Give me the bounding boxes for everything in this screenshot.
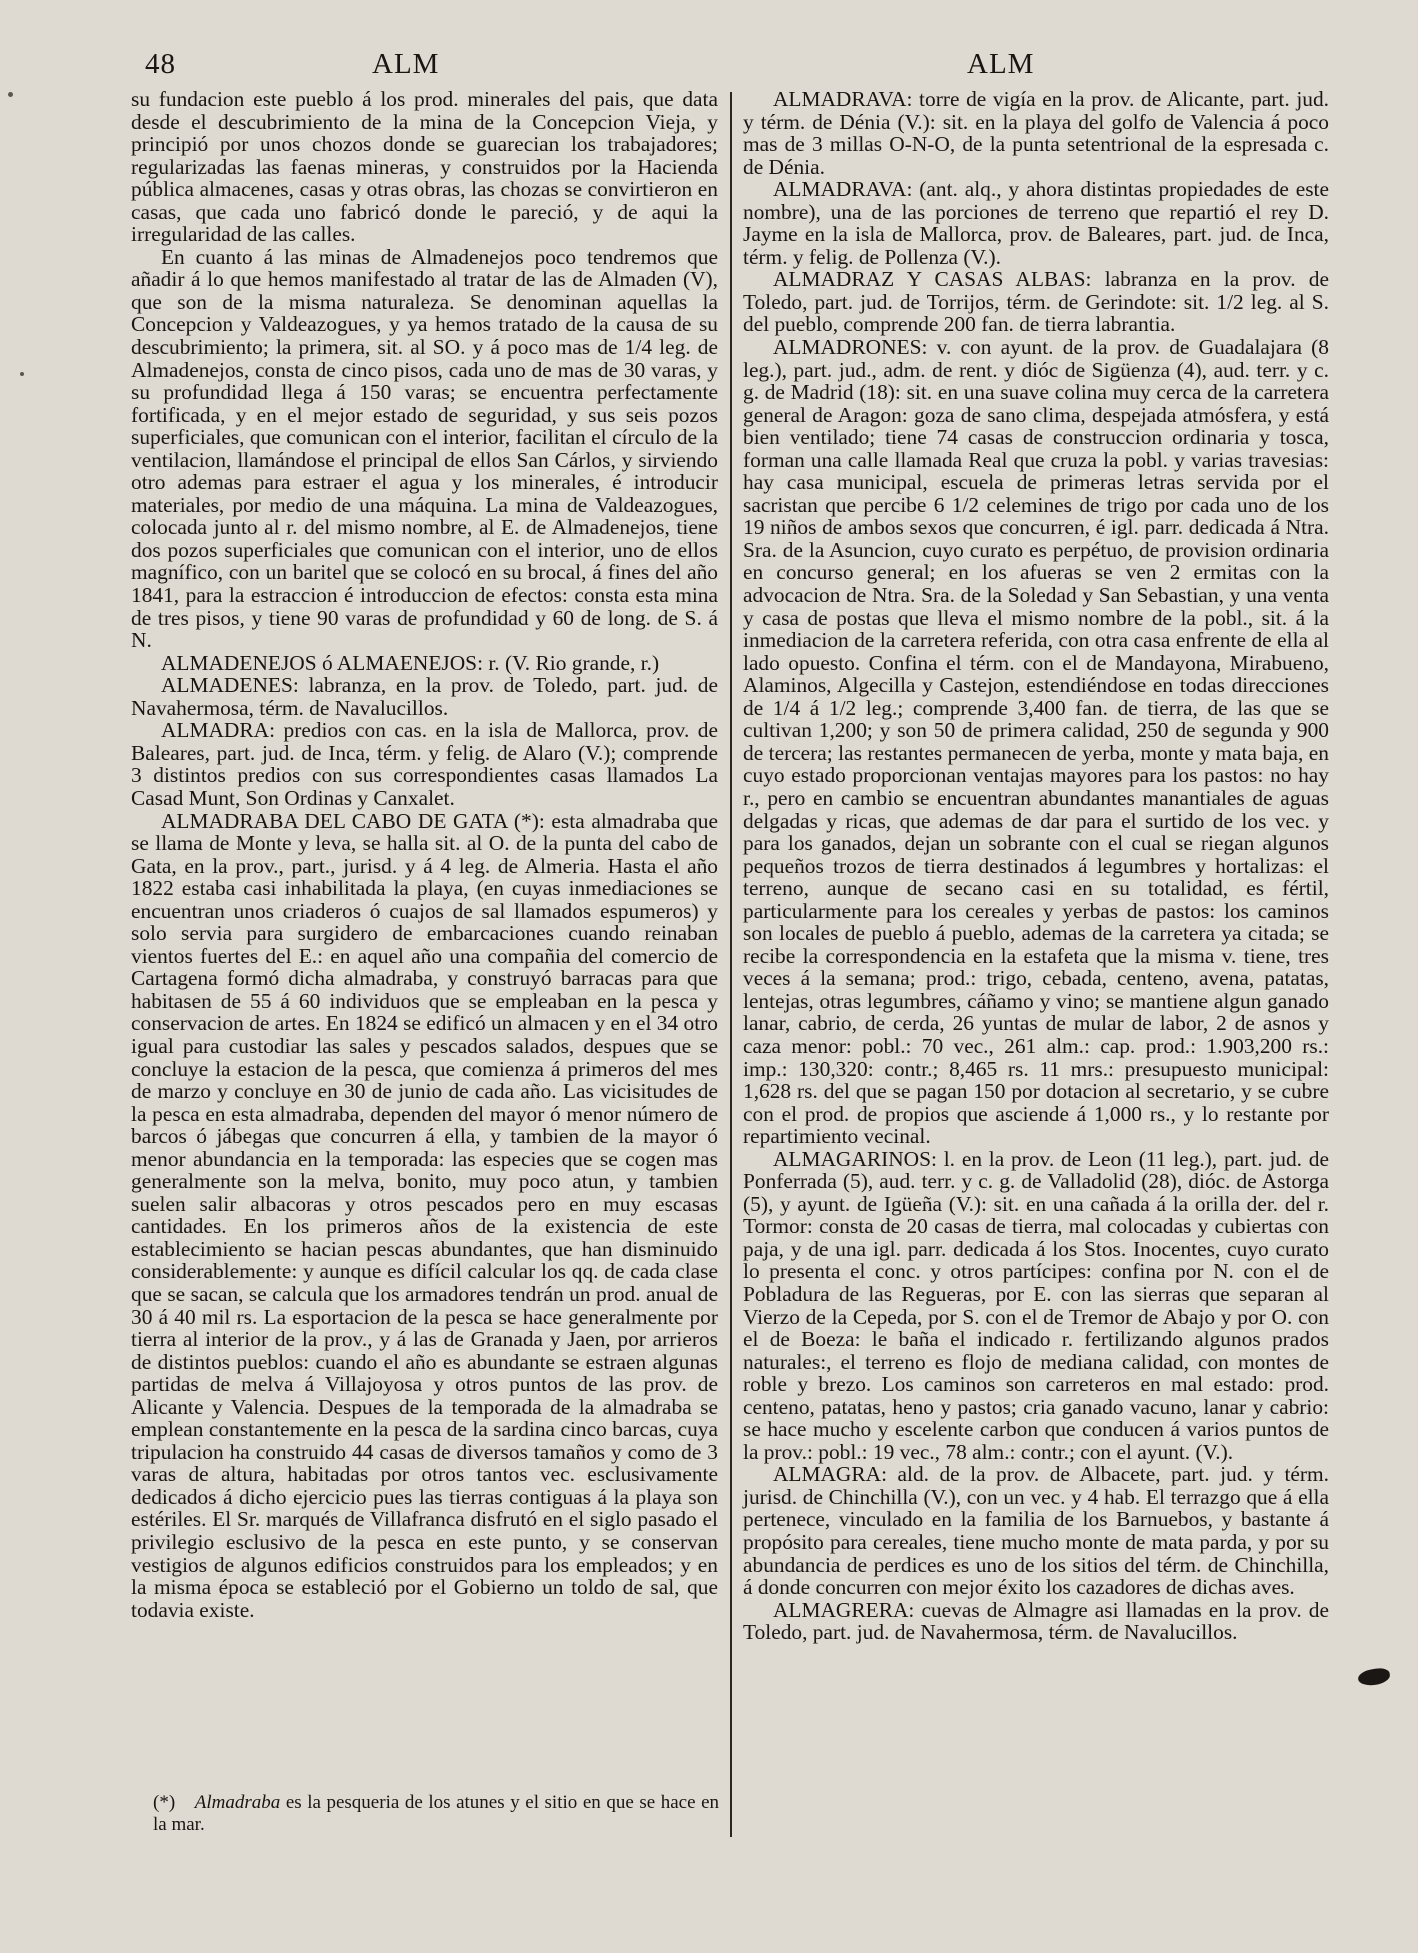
right-running-title: ALM: [967, 48, 1035, 80]
entry-almagarinos: ALMAGARINOS: l. en la prov. de Leon (11 leg.), part. jud. de Ponferrada (5), aud. terr. y c. g. de Valladolid (28), dióc. de Astorga (5), y ayunt. de Igüeña (V.): sit. en una cañada á la orilla der. del r. Tormor: consta de 20 casas de tierra, mal colocadas y cubiertas con paja, y de una igl. parr. dedicada á los Stos. Inocentes, cuyo curato lo presenta el conc. y otros partícipes: confina por N. con el de Pobladura de las Regueras, por E. con las sierras que separan al Vierzo de la Cepeda, por S. con el de Tremor de Abajo y por O. con el de Boeza: le baña el indicado r. fertilizando algunos prados naturales:, el terreno es flojo de mediana calidad, con montes de roble y brezo. Los caminos son carreteros en mal estado: prod. centeno, patatas, heno y pastos; cria ganado vacuno, lanar y cabrio: se hace mucho y escelente carbon que conducen á varios puntos de la prov.: pobl.: 19 vec., 78 alm.: contr.; con el ayunt. (V.).: [743, 1146, 1329, 1464]
entry-almadrava-alq: ALMADRAVA: (ant. alq., y ahora distintas propiedades de este nombre), una de las porciones de terreno que repartió el rey D. Jayme en la isla de Mallorca, prov. de Baleares, part. jud. de Inca, térm. y felig. de Pollenza (V.).: [743, 177, 1329, 269]
paragraph: En cuanto á las minas de Almadenejos poco tendremos que añadir á lo que hemos manifestado al tratar de las de Almaden (V), que son de la misma naturaleza. Se denominan aquellas la Concepcion y Valdeazogues, y ya hemos tratado de la causa de su descubrimiento; la primera, sit. al SO. y á poco mas de 1/4 leg. de Almadenejos, consta de cinco pisos, cada uno de mas de 30 varas, y su profundidad llega á 150 varas; se encuentra perfectamente fortificada, y en el mejor estado de seguridad, y sus seis pozos superficiales, que comunican con el interior, facilitan el círculo de la ventilacion, llamándose el principal de ellos San Cárlos, y sirviendo otro ademas para estraer el agua y los minerales, é introducir materiales, por medio de una máquina. La mina de Valdeazogues, colocada junto al r. del mismo nombre, al E. de Almadenejos, tiene dos pozos superficiales que comunican con el interior, uno de ellos magnífico, con un baritel que se colocó en su brocal, á fines del año 1841, para la estraccion é introduccion de efectos: consta esta mina de tres pisos, y tiene 90 varas de profundidad y 60 de long. de S. á N.: [131, 244, 718, 653]
right-column: [743, 88, 1329, 1644]
footnote-text: es la pesqueria de los atunes y el sitio en que se hace en la mar.: [153, 1792, 720, 1835]
paragraph: su fundacion este pueblo á los prod. minerales del pais, que data desde el descubrimiento de la mina de la Concepcion Vieja, y principió por unos chozos donde se guarecian los trabajadores; regularizadas las faenas mineras, y construidos por la Hacienda pública almacenes, casas y otras obras, las chozas se convirtieron en casas, que cada uno fabricó donde le pareció, y de aqui la irregularidad de las calles.: [131, 87, 718, 247]
ink-blot: [1357, 1667, 1391, 1687]
footnote-term: Almadraba: [194, 1792, 281, 1813]
entry-almadraba: ALMADRABA DEL CABO DE GATA (*): esta almadraba que se llama de Monte y leva, se halla sit. al O. de la punta del cabo de Gata, en la prov., part., jurisd. y á 4 leg. de Almeria. Hasta el año 1822 estaba casi inhabilitada la playa, (en cuyas inmediaciones se encuentran unos criaderos ó cuajos de sal llamados espumeros) y solo servia para surgidero de embarcaciones cuando reinaban vientos fuertes del E.: en aquel año una compañia del comercio de Cartagena formó dicha almadraba, y construyó barracas para que habitasen de 55 á 60 individuos que se empleaban en la pesca y conservacion de artes. En 1824 se edificó un almacen y en el 34 otro igual para custodiar las sales y pescados salados, despues que se concluye la estacion de la pesca, que comienza á primeros del mes de marzo y concluye en 30 de junio de cada año. Las vicisitudes de la pesca en esta almadraba, dependen del mayor ó menor número de barcos ó jábegas que concurren á ella, y tambien de la mayor ó menor abundancia en la temporada: las especies que se cogen mas generalmente son la melva, bonito, muy poco atun, y tambien suelen salir albacoras y otros pescados pero en muy escasas cantidades. En los primeros años de la existencia de este establecimiento se hacian pescas abundantes, que han disminuido considerablemente: y aunque es difícil calcular los qq. de cada clase que se sacan, se calcula que los armadores tendrán un prod. anual de 30 á 40 mil rs. La esportacion de la pesca se hace generalmente por tierra al interior de la prov., y á las de Granada y Jaen, por arrieros de distintos pueblos: cuando el año es abundante se estraen algunas partidas de melva á Villajoyosa y otros puntos de las prov. de Alicante y Valencia. Despues de la temporada de la almadraba se emplean constantemente en la pesca de la sardina cinco barcas, cuya tripulacion ha construido 44 casas de diversos tamaños y como de 3 varas de altura, habitadas por otros tantos vec. esclusivamente dedicados á dicho ejercicio pues las tierras contiguas á la playa son estériles. El Sr. marqués de Villafranca disfrutó en el siglo pasado el privilegio esclusivo de la pesca en este punto, y se conservan vestigios de algunos edificios construidos para los empleados; y en la misma época se estableció por el Gobierno un toldo de sal, que todavia existe.: [131, 808, 718, 1622]
entry-almadrava-torre: ALMADRAVA: torre de vigía en la prov. de Alicante, part. jud. y térm. de Dénia (V.): sit. en la playa del golfo de Valencia á poco mas de 3 millas O-N-O, de la punta setentrional de la espresada c. de Dénia.: [743, 87, 1329, 179]
left-running-title: ALM: [372, 48, 440, 80]
entry-almadra: ALMADRA: predios con cas. en la isla de Mallorca, prov. de Baleares, part. jud. de Inca, térm. y felig. de Alaro (V.); comprende 3 distintos predios con sus correspondientes casas llamados La Casad Munt, Son Ordinas y Canxalet.: [131, 718, 718, 810]
column-divider: [730, 92, 732, 1837]
entry-almadrones: ALMADRONES: v. con ayunt. de la prov. de Guadalajara (8 leg.), part. jud., adm. de rent. y dióc de Sigüenza (4), aud. terr. y c. g. de Madrid (18): sit. en una suave colina muy cerca de la carretera general de Aragon: goza de sano clima, despejada atmósfera, y está bien ventilado; tiene 74 casas de construccion ordinaria y tosca, forman una calle llamada Real que cruza la pobl. y varias travesias: hay casa municipal, escuela de primeras letras servida por el sacristan que percibe 6 1/2 celemines de trigo por cada uno de los 19 niños de ambos sexos que concurren, é igl. parr. dedicada á Ntra. Sra. de la Asuncion, cuyo curato es perpétuo, de provision ordinaria en concurso general; en los afueras se ven 2 ermitas con la advocacion de Ntra. Sra. de la Soledad y San Sebastian, y una venta y casa de postas que lleva el mismo nombre de la pobl., sit. á la inmediacion de la carretera referida, con otra casa enfrente de ella al lado opuesto. Confina el térm. con el de Mandayona, Mirabueno, Alaminos, Algecilla y Castejon, estendiéndose en todas direcciones de 1/4 á 1/2 leg.; comprende 3,400 fan. de tierra, de las que se cultivan 1,200; y son 50 de primera calidad, 250 de segunda y 900 de tercera; las restantes permanecen de yerba, monte y mata baja, en cuyo estado proporcionan ventajas mayores para los pastos: no hay r., pero en cambio se encuentran abundantes manantiales de aguas delgadas y ricas, que ademas de dar para el surtido de los vec. y para los ganados, dejan un sobrante con el cual se riegan algunos pequeños trozos de tierra destinados á legumbres y hortalizas: el terreno, aunque de secano casi en su totalidad, es fértil, particularmente para los cereales y yerbas de pastos: los caminos son locales de pueblo á pueblo, ademas de la carretera ya citada; se recibe la correspondencia en la estafeta que la misma v. tiene, tres veces á la semana; prod.: trigo, cebada, centeno, avena, patatas, lentejas, otras legumbres, cáñamo y vino; se mantiene algun ganado lanar, cabrio, de cerda, 26 yuntas de mular de labor, 2 de asnos y caza menor: pobl.: 70 vec., 261 alm.: cap. prod.: 1.903,200 rs.: imp.: 130,320: contr.; 8,465 rs. 11 mrs.: presupuesto municipal: 1,628 rs. del que se pagan 150 por dotacion al secretario, y se cubre con el prod. de propios que asciende á 1,000 rs., y lo restante por repartimiento vecinal.: [743, 335, 1329, 1149]
entry-almadenes: ALMADENES: labranza, en la prov. de Toledo, part. jud. de Navahermosa, térm. de Navalucillos.: [131, 673, 718, 720]
entry-almagrera: ALMAGRERA: cuevas de Almagre asi llamadas en la prov. de Toledo, part. jud. de Navahermosa, térm. de Navalucillos.: [743, 1597, 1329, 1645]
entry-almagra: ALMAGRA: ald. de la prov. de Albacete, part. jud. y térm. jurisd. de Chinchilla (V.), con un vec. y 4 hab. El terrazgo que á ella pertenece, vinculado en la familia de los Barnuebos, y bastante á propósito para cereales, tiene mucho monte de mata parda, y por su abundancia de perdices es uno de los sitios del térm. de Chinchilla, á donde concurren con mejor éxito los cazadores de dichas aves.: [743, 1462, 1329, 1600]
left-column: [131, 88, 718, 1621]
running-header: [0, 48, 1418, 88]
paper-speck: [8, 92, 13, 97]
page-number: 48: [145, 48, 176, 80]
paper-speck: [20, 372, 24, 376]
entry-almadenejos: ALMADENEJOS ó ALMAENEJOS: r. (V. Rio grande, r.): [160, 650, 660, 675]
footnote-marker: (*): [153, 1792, 176, 1813]
entry-almadraz: ALMADRAZ Y CASAS ALBAS: labranza en la prov. de Toledo, part. jud. de Torrijos, térm. de Gerindote: sit. 1/2 leg. al S. del pueblo, comprende 200 fan. de tierra labrantia.: [743, 267, 1329, 337]
footnote: [153, 1792, 719, 1836]
